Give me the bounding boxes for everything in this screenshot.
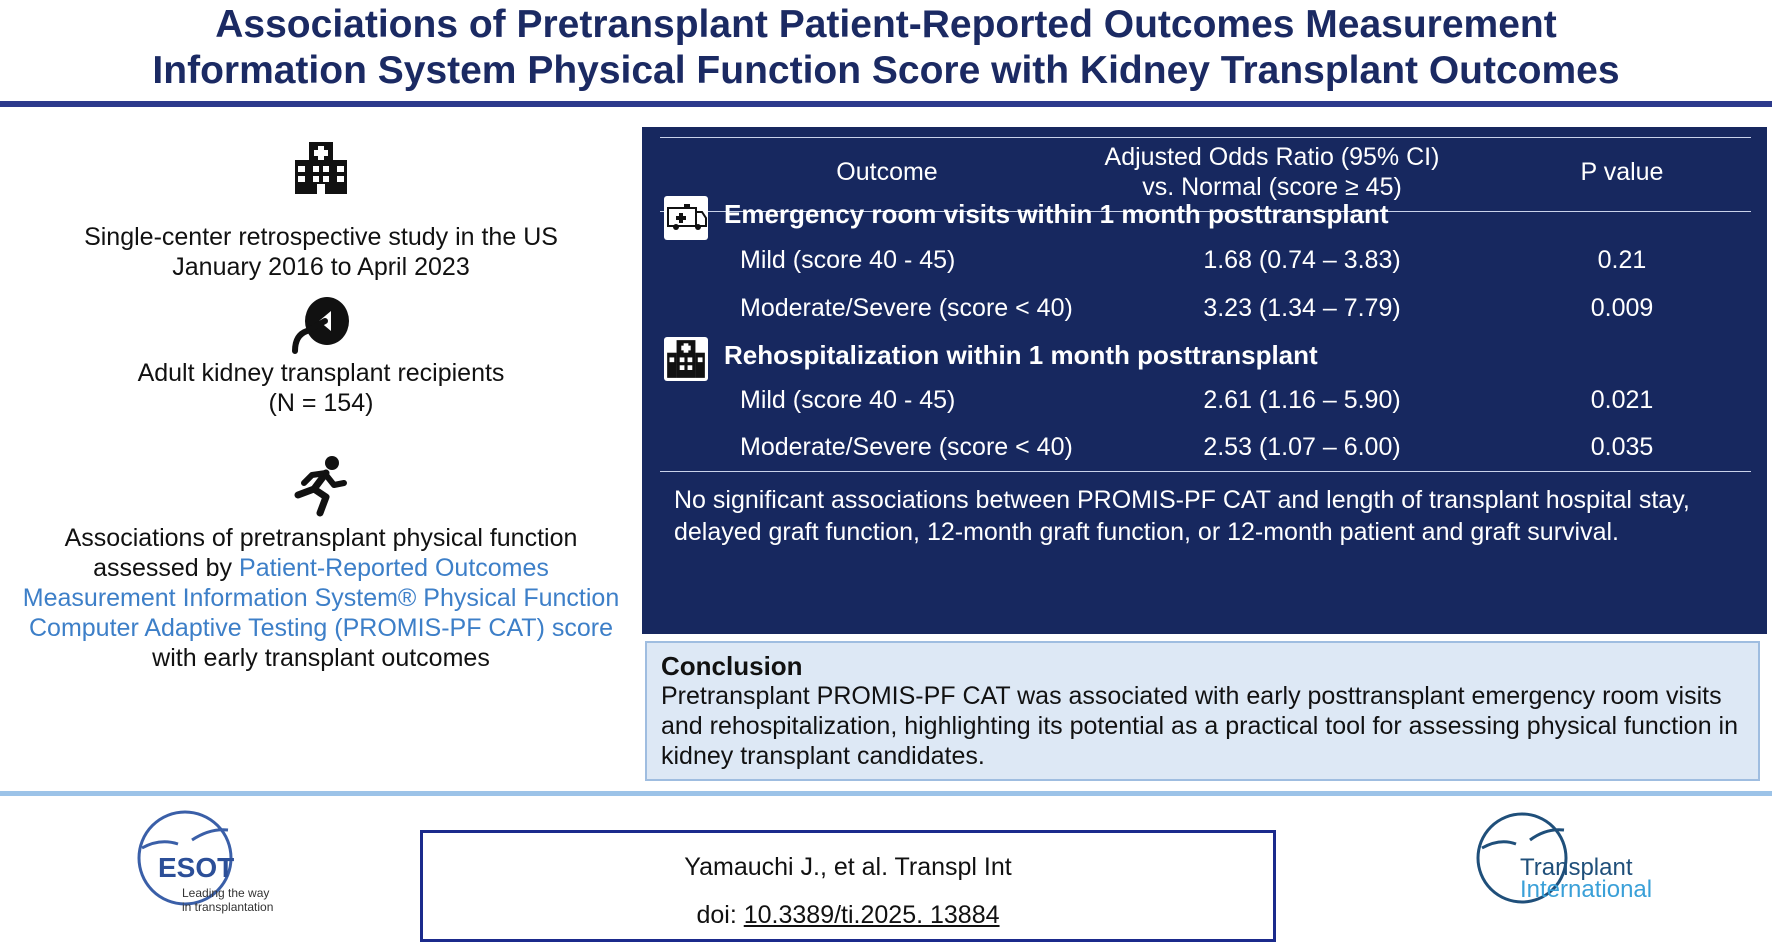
row-label: Mild (score 40 - 45) xyxy=(740,246,956,274)
association-line-last: with early transplant outcomes xyxy=(152,644,490,672)
ti-line-1: Transplant xyxy=(1520,854,1633,881)
section-title-rehospitalization: Rehospitalization within 1 month posttransplant xyxy=(724,340,1318,370)
esot-name: ESOT xyxy=(158,852,235,883)
esot-tagline-1: Leading the way xyxy=(182,886,270,900)
no-association-note: No significant associations between PROMIS-PF CAT and length of transplant hospital stay, delayed graft function, 12-month graft function, or 12-month patient and graft survival. xyxy=(674,486,1690,546)
citation-box xyxy=(420,830,1276,942)
header-outcome: Outcome xyxy=(836,158,938,186)
table-bottom-rule xyxy=(660,471,1751,472)
header-p-value: P value xyxy=(1580,158,1664,186)
row-label: Moderate/Severe (score < 40) xyxy=(740,294,1073,322)
esot-logo xyxy=(130,808,300,918)
row-p-value: 0.021 xyxy=(1590,386,1654,414)
row-label: Moderate/Severe (score < 40) xyxy=(740,433,1073,461)
runner-icon xyxy=(290,455,352,517)
conclusion-box xyxy=(645,641,1760,781)
row-p-value: 0.035 xyxy=(1590,433,1654,461)
row-label: Mild (score 40 - 45) xyxy=(740,386,956,414)
doi-prefix: doi: xyxy=(696,901,744,929)
promis-link-part-2[interactable]: Measurement Information System® Physical Function xyxy=(22,584,620,612)
row-p-value: 0.21 xyxy=(1597,246,1647,274)
row-odds-ratio: 3.23 (1.34 – 7.79) xyxy=(1203,294,1401,322)
row-odds-ratio: 1.68 (0.74 – 3.83) xyxy=(1203,246,1401,274)
title-divider xyxy=(0,101,1772,107)
ti-line-2: International xyxy=(1520,876,1653,903)
hospital-icon xyxy=(664,337,708,381)
footer-divider xyxy=(0,791,1772,796)
association-line-1: Associations of pretransplant physical function xyxy=(64,524,578,552)
results-table-panel xyxy=(642,127,1767,634)
title-line-2: Information System Physical Function Score with Kidney Transplant Outcomes xyxy=(152,49,1620,92)
citation-authors: Yamauchi J., et al. Transpl Int xyxy=(684,853,1012,881)
promis-link-part-3[interactable]: Computer Adaptive Testing (PROMIS-PF CAT) score xyxy=(29,614,613,642)
conclusion-text: Pretransplant PROMIS-PF CAT was associated with early posttransplant emergency room visits and rehospitalization, highlighting its potential as a practical tool for assessing physical function in kidney transplant candidates. xyxy=(661,682,1739,770)
header-odds-ratio xyxy=(1062,142,1482,202)
conclusion-heading: Conclusion xyxy=(661,651,803,681)
section-title-er-visits: Emergency room visits within 1 month posttransplant xyxy=(724,199,1389,229)
population-count: (N = 154) xyxy=(268,389,374,417)
esot-tagline-2: in transplantation xyxy=(182,900,274,914)
table-top-rule xyxy=(660,137,1751,138)
page-title xyxy=(0,0,1772,94)
title-line-1: Associations of Pretransplant Patient-Reported Outcomes Measurement xyxy=(215,3,1557,46)
study-period: January 2016 to April 2023 xyxy=(172,253,470,281)
population-label: Adult kidney transplant recipients xyxy=(137,359,505,387)
row-p-value: 0.009 xyxy=(1590,294,1654,322)
left-summary-column xyxy=(0,130,642,790)
transplant-international-logo xyxy=(1472,808,1692,918)
row-odds-ratio: 2.53 (1.07 – 6.00) xyxy=(1203,433,1401,461)
hospital-icon xyxy=(293,140,349,196)
promis-link-part-1[interactable]: Patient-Reported Outcomes xyxy=(239,554,549,582)
association-line-2 xyxy=(0,553,642,583)
doi-link[interactable]: 10.3389/ti.2025. 13884 xyxy=(743,901,1000,929)
header-odds-ratio-line-2: vs. Normal (score ≥ 45) xyxy=(1142,173,1402,201)
study-design-line-1: Single-center retrospective study in the US xyxy=(84,223,558,251)
kidney-icon xyxy=(289,295,353,357)
citation-doi-line xyxy=(423,901,1273,930)
association-prefix: assessed by xyxy=(93,554,240,582)
row-odds-ratio: 2.61 (1.16 – 5.90) xyxy=(1203,386,1401,414)
ambulance-icon xyxy=(664,196,708,240)
header-odds-ratio-line-1: Adjusted Odds Ratio (95% CI) xyxy=(1104,143,1440,171)
